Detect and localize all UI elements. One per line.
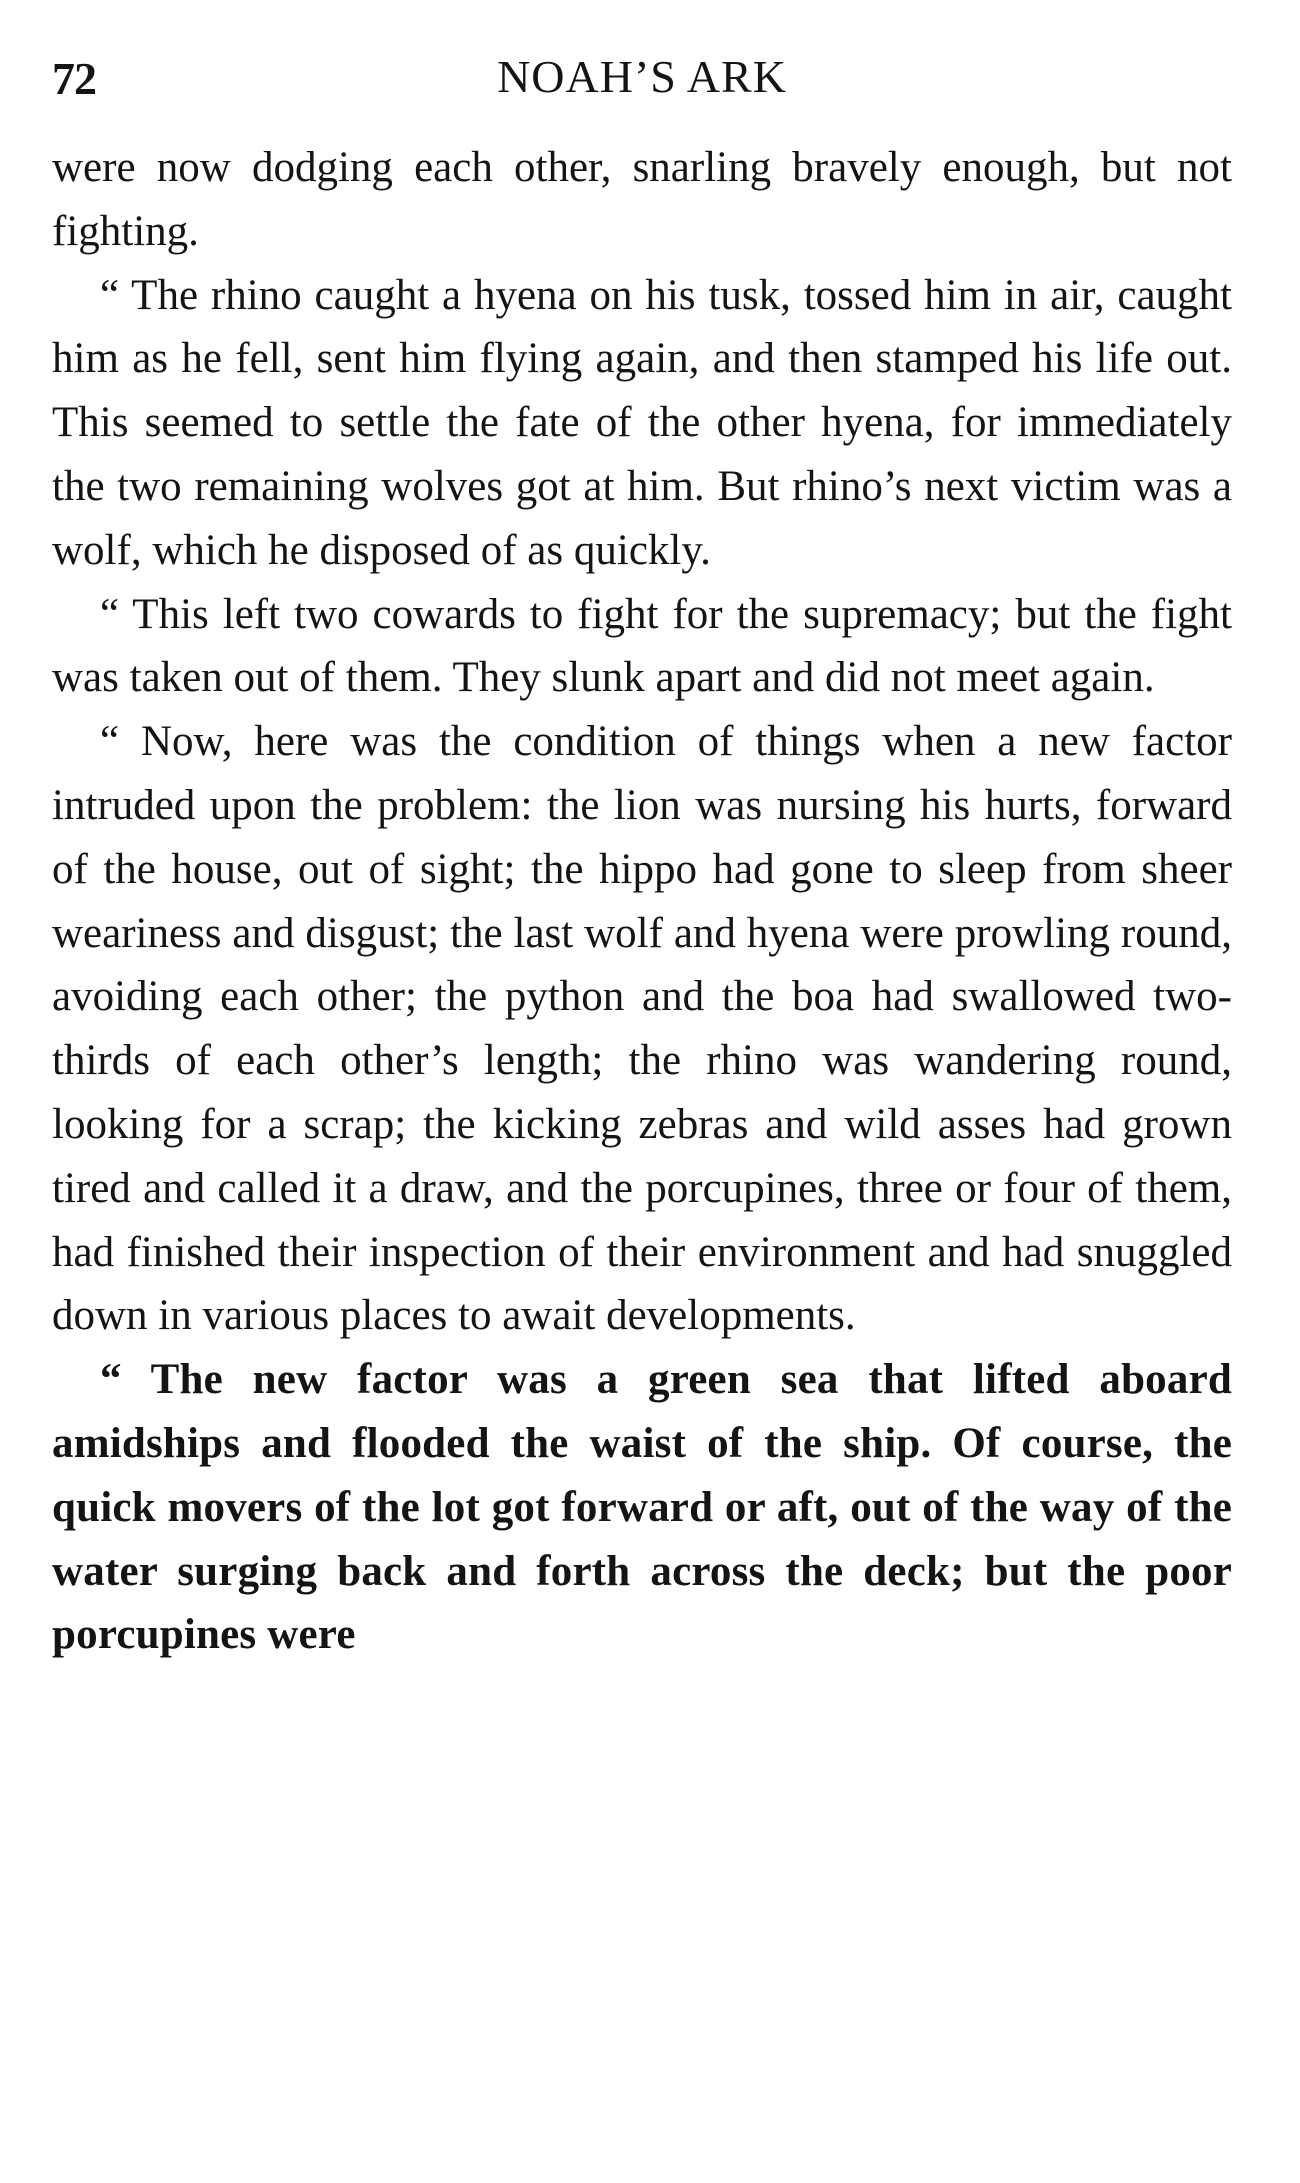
page-number: 72 (52, 53, 96, 104)
paragraph-two-cowards: “ This left two cowards to fight for the supremacy; but the fight was taken out of them. They slunk apart and did not meet again. (52, 590, 1232, 702)
body-text (52, 136, 1232, 1667)
paragraph-condition-of-things: “ Now, here was the condition of things when a new factor intruded upon the problem: the lion was nursing his hurts, forward of the house, out of sight; the hippo had gone to sleep from sheer weariness and disgust; the last wolf and hyena were prowling round, avoiding each other; the python and the boa had swallowed two-thirds of each other’s length; the rhino was wandering round, looking for a scrap; the kicking zebras and wild asses had grown tired and called it a draw, and the porcupines, three or four of them, had finished their inspection of their environment and had snuggled down in various places to await developments. (52, 718, 1232, 1340)
paragraph-rhino-fight: “ The rhino caught a hyena on his tusk, tossed him in air, caught him as he fell, sent him flying again, and then stamped his life out. This seemed to settle the fate of the other hyena, for immediately the two remaining wolves got at him. But rhino’s next victim was a wolf, which he disposed of as quickly. (52, 271, 1232, 574)
running-head (52, 40, 1232, 120)
page-title: NOAH’S ARK (497, 51, 787, 102)
paragraph-continuation: were now dodging each other, snarling bravely enough, but not fighting. (52, 144, 1232, 255)
paragraph-green-sea: “ The new factor was a green sea that lifted aboard amidships and flooded the waist of the ship. Of course, the quick movers of the lot got forward or aft, out of the way of the water surging back and forth across the deck; but the poor porcupines were (52, 1356, 1232, 1659)
